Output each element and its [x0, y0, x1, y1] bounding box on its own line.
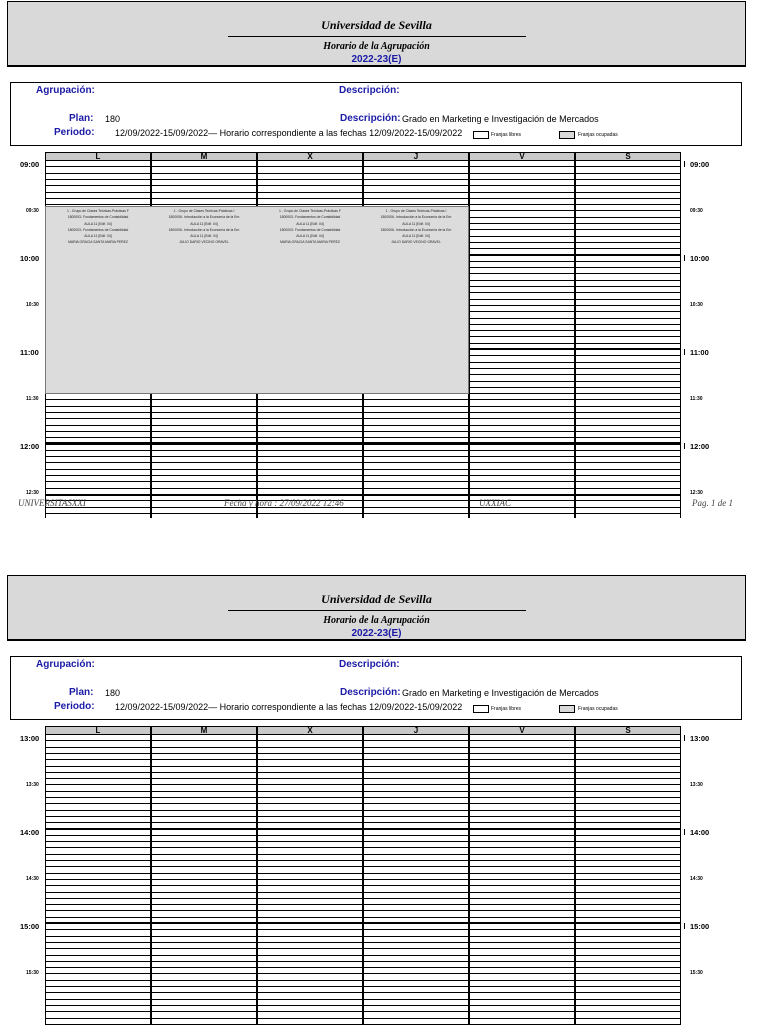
time-label-right: 09:00 — [690, 160, 710, 169]
event-line3: AULA 11 [Edif. 04] — [84, 221, 112, 226]
group-info-box — [10, 656, 742, 720]
grid-line — [45, 753, 681, 754]
event-line2: 1800006- Introducción a la Economía de la Em — [168, 215, 240, 220]
grid-line — [45, 980, 681, 981]
class-event[interactable] — [151, 208, 257, 246]
time-label-left: 12:00 — [20, 442, 40, 451]
event-line5: AULA 11 [Edif. 04] — [84, 234, 112, 239]
grid-line — [45, 160, 681, 161]
event-line6: JULIO DARIO VECINO GRAVEL — [179, 240, 229, 245]
time-label-right: 10:00 — [690, 254, 710, 263]
event-line2: 1800003- Fundamentos de Contabilidad — [67, 215, 129, 220]
time-label-right: 15:30 — [690, 970, 703, 976]
event-line3: AULA 11 [Edif. 04] — [402, 221, 430, 226]
day-header-m: M — [151, 726, 257, 734]
grid-line — [45, 803, 681, 804]
grid-line — [45, 204, 681, 205]
periodo-label: Periodo: — [54, 127, 95, 138]
grid-line — [45, 917, 681, 918]
free-slot-legend: Franjas libres — [491, 132, 522, 138]
grid-line — [45, 1018, 681, 1019]
grid-line — [45, 462, 681, 463]
grid-line — [45, 929, 681, 930]
free-slot-swatch — [473, 705, 489, 713]
plan-label: Plan: — [69, 113, 94, 124]
grid-line — [45, 173, 681, 174]
time-label-right: 15:00 — [690, 922, 710, 931]
grid-line — [45, 791, 681, 792]
footer-datetime: Fecha y hora : 27/09/2022 12:46 — [224, 498, 344, 508]
schedule-page-2 — [0, 574, 768, 1024]
day-header-v: V — [469, 726, 575, 734]
event-line3: AULA 11 [Edif. 04] — [296, 221, 324, 226]
hour-tick — [684, 255, 685, 261]
event-line2: 1800003- Fundamentos de Contabilidad — [279, 215, 341, 220]
event-line1: 1 - Grupo de Clases Teóricas-Prácticas F — [279, 209, 341, 213]
hour-line — [45, 828, 681, 830]
grid-line — [45, 942, 681, 943]
footer-rule — [45, 494, 681, 496]
grid-line — [45, 854, 681, 855]
grid-line — [45, 885, 681, 886]
grid-line — [45, 418, 681, 419]
agrupacion-label: Agrupación: — [36, 85, 95, 96]
descripcion-label: Descripción: — [339, 659, 400, 670]
day-header-l: L — [45, 152, 151, 160]
grid-line — [45, 192, 681, 193]
grid-line — [45, 185, 681, 186]
plan-value: 180 — [105, 114, 121, 124]
busy-slot-legend: Franjas ocupadas — [578, 132, 618, 138]
grid-line — [45, 740, 681, 741]
grid-line — [45, 892, 681, 893]
grid-line — [45, 961, 681, 962]
university-title: Universidad de Sevilla — [321, 18, 432, 32]
grid-line — [45, 955, 681, 956]
grid-line — [45, 450, 681, 451]
time-label-right: 13:30 — [690, 782, 703, 788]
event-line4: 1800003- Fundamentos de Contabilidad — [279, 227, 341, 232]
grid-line — [45, 166, 681, 167]
degree-name: Grado en Marketing e Investigación de Mercados — [402, 688, 599, 698]
event-line4: 1800006- Introducción a la Economía de la Em — [168, 227, 240, 232]
time-label-left: 09:00 — [20, 160, 40, 169]
hour-tick — [684, 349, 685, 355]
grid-line — [45, 936, 681, 937]
hour-tick — [684, 735, 685, 741]
grid-line — [45, 797, 681, 798]
grid-line — [45, 898, 681, 899]
grid-line — [45, 437, 681, 438]
grid-line — [45, 766, 681, 767]
group-info-box — [10, 82, 742, 146]
grid-line — [45, 759, 681, 760]
event-line1: 1 - Grupo de Clases Teóricas-Prácticas I — [385, 209, 447, 213]
time-label-right: 11:30 — [690, 396, 703, 402]
university-title: Universidad de Sevilla — [321, 592, 432, 606]
time-label-left: 14:00 — [20, 828, 40, 837]
time-label-left: 15:30 — [26, 970, 39, 976]
hour-tick — [684, 443, 685, 449]
hour-line — [45, 922, 681, 924]
busy-slot-swatch — [559, 131, 575, 139]
grid-line — [45, 425, 681, 426]
time-label-left: 09:30 — [26, 208, 39, 214]
grid-line — [45, 904, 681, 905]
grid-line — [45, 967, 681, 968]
descripcion-degree-label: Descripción: — [340, 113, 401, 124]
grid-line — [45, 992, 681, 993]
hour-line — [45, 442, 681, 444]
grid-line — [45, 772, 681, 773]
descripcion-label: Descripción: — [339, 85, 400, 96]
event-line4: 1800003- Fundamentos de Contabilidad — [67, 227, 129, 232]
footer-system: UNIVERSITASXXI — [18, 498, 86, 508]
day-header-j: J — [363, 726, 469, 734]
grid-line — [45, 488, 681, 489]
grid-line — [45, 747, 681, 748]
grid-line — [45, 179, 681, 180]
grid-line — [45, 986, 681, 987]
grid-line — [45, 469, 681, 470]
grid-line — [45, 810, 681, 811]
grid-line — [45, 822, 681, 823]
event-line6: MARIA GRACIA SANTA MARIA PEREZ — [280, 240, 340, 245]
academic-year: 2022-23(E) — [351, 628, 402, 639]
hour-tick — [684, 161, 685, 167]
time-label-right: 10:30 — [690, 302, 703, 308]
grid-line — [45, 999, 681, 1000]
busy-slot-swatch — [559, 705, 575, 713]
time-label-left: 13:00 — [20, 734, 40, 743]
time-label-left: 11:30 — [26, 396, 39, 402]
periodo-value: 12/09/2022-15/09/2022— Horario correspondiente a las fechas 12/09/2022-15/09/2022 — [115, 702, 463, 712]
class-event[interactable] — [45, 208, 151, 246]
grid-line — [45, 816, 681, 817]
grid-line — [45, 778, 681, 779]
day-header-s: S — [575, 726, 681, 734]
footer-page-number: Pag. 1 de 1 — [692, 498, 733, 508]
grid-line — [45, 481, 681, 482]
day-header-v: V — [469, 152, 575, 160]
event-line5: AULA 11 [Edif. 04] — [190, 234, 218, 239]
grid-line — [45, 475, 681, 476]
time-label-right: 11:00 — [690, 348, 709, 357]
grid-line — [45, 399, 681, 400]
grid-line — [45, 948, 681, 949]
time-label-right: 12:30 — [690, 490, 703, 496]
day-header-x: X — [257, 726, 363, 734]
event-line2: 1800006- Introducción a la Economía de la Em — [380, 215, 452, 220]
agrupacion-label: Agrupación: — [36, 659, 95, 670]
grid-line — [45, 835, 681, 836]
descripcion-degree-label: Descripción: — [340, 687, 401, 698]
grid-line — [45, 431, 681, 432]
grid-line — [45, 973, 681, 974]
periodo-label: Periodo: — [54, 701, 95, 712]
event-line6: MARIA GRACIA SANTA MARIA PEREZ — [68, 240, 128, 245]
grid-line — [45, 406, 681, 407]
grid-line — [45, 1005, 681, 1006]
grid-line — [45, 879, 681, 880]
grid-line — [45, 873, 681, 874]
day-header-x: X — [257, 152, 363, 160]
grid-line — [45, 456, 681, 457]
time-label-right: 09:30 — [690, 208, 703, 214]
document-subtitle: Horario de la Agrupación — [323, 41, 430, 52]
event-line5: AULA 11 [Edif. 04] — [402, 234, 430, 239]
grid-line — [45, 910, 681, 911]
time-label-left: 10:00 — [20, 254, 40, 263]
time-label-left: 11:00 — [20, 348, 39, 357]
page-header — [7, 575, 746, 641]
event-line1: 1 - Grupo de Clases Teóricas-Prácticas I — [173, 209, 235, 213]
day-column-v — [469, 160, 575, 518]
day-header-l: L — [45, 726, 151, 734]
grid-line — [45, 860, 681, 861]
grid-line — [45, 1011, 681, 1012]
plan-label: Plan: — [69, 687, 94, 698]
header-rule — [228, 610, 526, 611]
plan-value: 180 — [105, 688, 121, 698]
grid-line — [45, 784, 681, 785]
day-header-s: S — [575, 152, 681, 160]
time-label-left: 15:00 — [20, 922, 40, 931]
grid-line — [45, 734, 681, 735]
time-label-left: 13:30 — [26, 782, 39, 788]
day-header-j: J — [363, 152, 469, 160]
event-line5: AULA 11 [Edif. 04] — [296, 234, 324, 239]
class-event[interactable] — [363, 208, 469, 246]
time-label-left: 10:30 — [26, 302, 39, 308]
document-subtitle: Horario de la Agrupación — [323, 615, 430, 626]
event-line6: JULIO DARIO VECINO GRAVEL — [391, 240, 441, 245]
time-label-left: 14:30 — [26, 876, 39, 882]
free-slot-legend: Franjas libres — [491, 706, 522, 712]
hour-tick — [684, 829, 685, 835]
header-rule — [228, 36, 526, 37]
class-event[interactable] — [257, 208, 363, 246]
event-line4: 1800006- Introducción a la Economía de la Em — [380, 227, 452, 232]
time-label-right: 12:00 — [690, 442, 710, 451]
event-line1: 1 - Grupo de Clases Teóricas-Prácticas F — [67, 209, 129, 213]
free-slot-swatch — [473, 131, 489, 139]
day-header-m: M — [151, 152, 257, 160]
periodo-value: 12/09/2022-15/09/2022— Horario correspondiente a las fechas 12/09/2022-15/09/2022 — [115, 128, 463, 138]
page-header — [7, 1, 746, 67]
hour-tick — [684, 923, 685, 929]
grid-line — [45, 847, 681, 848]
grid-line — [45, 841, 681, 842]
footer-code: UXXIAC — [479, 498, 511, 508]
day-column-s — [575, 160, 681, 518]
degree-name: Grado en Marketing e Investigación de Mercados — [402, 114, 599, 124]
grid-line — [45, 412, 681, 413]
academic-year: 2022-23(E) — [351, 54, 402, 65]
event-line3: AULA 11 [Edif. 04] — [190, 221, 218, 226]
time-label-left: 12:30 — [26, 490, 39, 496]
time-label-right: 13:00 — [690, 734, 710, 743]
time-label-right: 14:00 — [690, 828, 710, 837]
busy-slot-legend: Franjas ocupadas — [578, 706, 618, 712]
grid-line — [45, 198, 681, 199]
time-label-right: 14:30 — [690, 876, 703, 882]
page-footer — [0, 494, 768, 520]
grid-line — [45, 866, 681, 867]
